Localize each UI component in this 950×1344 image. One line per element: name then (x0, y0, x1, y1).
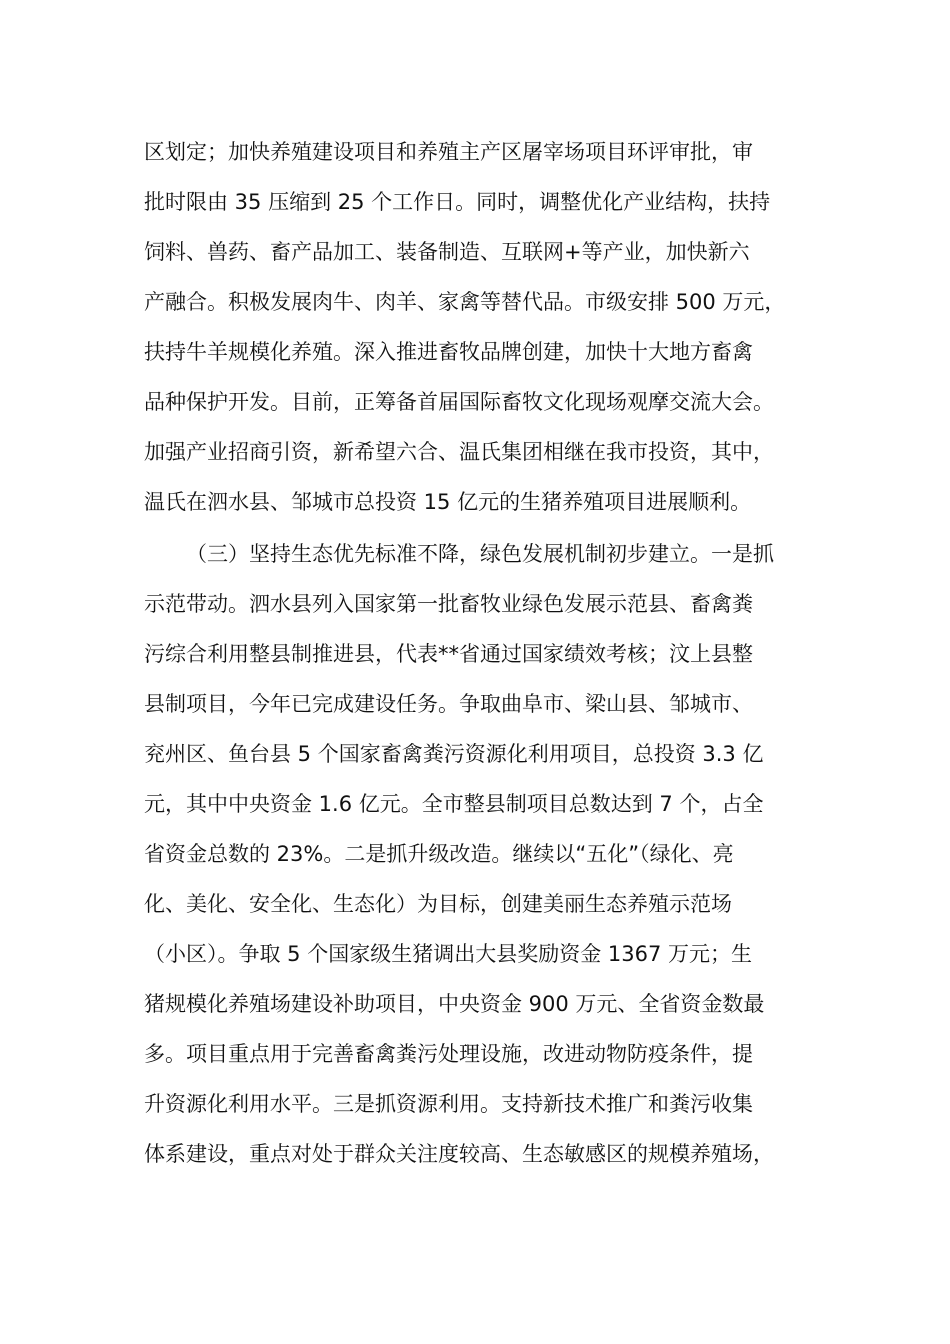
text-line: 兖州区、鱼台县 5 个国家畜禽粪污资源化利用项目，总投资 3.3 亿 (144, 742, 764, 766)
text-line: 多。项目重点用于完善畜禽粪污处理设施，改进动物防疫条件，提 (144, 1042, 753, 1066)
text-line: 猪规模化养殖场建设补助项目，中央资金 900 万元、全省资金数最 (144, 992, 765, 1016)
text-line: （小区）。争取 5 个国家级生猪调出大县奖励资金 1367 万元；生 (144, 942, 753, 966)
text-line: 示范带动。泗水县列入国家第一批畜牧业绿色发展示范县、畜禽粪 (144, 592, 753, 616)
text-line: 升资源化利用水平。三是抓资源利用。支持新技术推广和粪污收集 (144, 1092, 753, 1116)
text-line: 元，其中中央资金 1.6 亿元。全市整县制项目总数达到 7 个，占全 (144, 792, 764, 816)
text-line: 产融合。积极发展肉牛、肉羊、家禽等替代品。市级安排 500 万元， (144, 290, 786, 314)
text-line: 温氏在泗水县、邹城市总投资 15 亿元的生猪养殖项目进展顺利。 (144, 490, 752, 514)
text-line: 污综合利用整县制推进县，代表**省通过国家绩效考核；汶上县整 (144, 642, 753, 666)
text-line: 加强产业招商引资，新希望六合、温氏集团相继在我市投资，其中， (144, 440, 774, 464)
text-line: 县制项目，今年已完成建设任务。争取曲阜市、梁山县、邹城市、 (144, 692, 753, 716)
text-line: 扶持牛羊规模化养殖。深入推进畜牧品牌创建，加快十大地方畜禽 (144, 340, 753, 364)
text-line-first: （三）坚持生态优先标准不降，绿色发展机制初步建立。一是抓 (186, 542, 774, 566)
text-line: 批时限由 35 压缩到 25 个工作日。同时，调整优化产业结构，扶持 (144, 190, 771, 214)
text-line: 品种保护开发。目前，正筹备首届国际畜牧文化现场观摩交流大会。 (144, 390, 774, 414)
text-line: 体系建设，重点对处于群众关注度较高、生态敏感区的规模养殖场， (144, 1142, 774, 1166)
text-line: 化、美化、安全化、生态化）为目标，创建美丽生态养殖示范场 (144, 892, 732, 916)
text-line: 省资金总数的 23%。二是抓升级改造。继续以“五化”（绿化、亮 (144, 842, 734, 866)
text-line: 区划定；加快养殖建设项目和养殖主产区屠宰场项目环评审批，审 (144, 140, 753, 164)
paragraph-2 (144, 529, 814, 1179)
text-line: 饲料、兽药、畜产品加工、装备制造、互联网+等产业，加快新六 (144, 240, 750, 264)
paragraph-1 (144, 127, 814, 527)
